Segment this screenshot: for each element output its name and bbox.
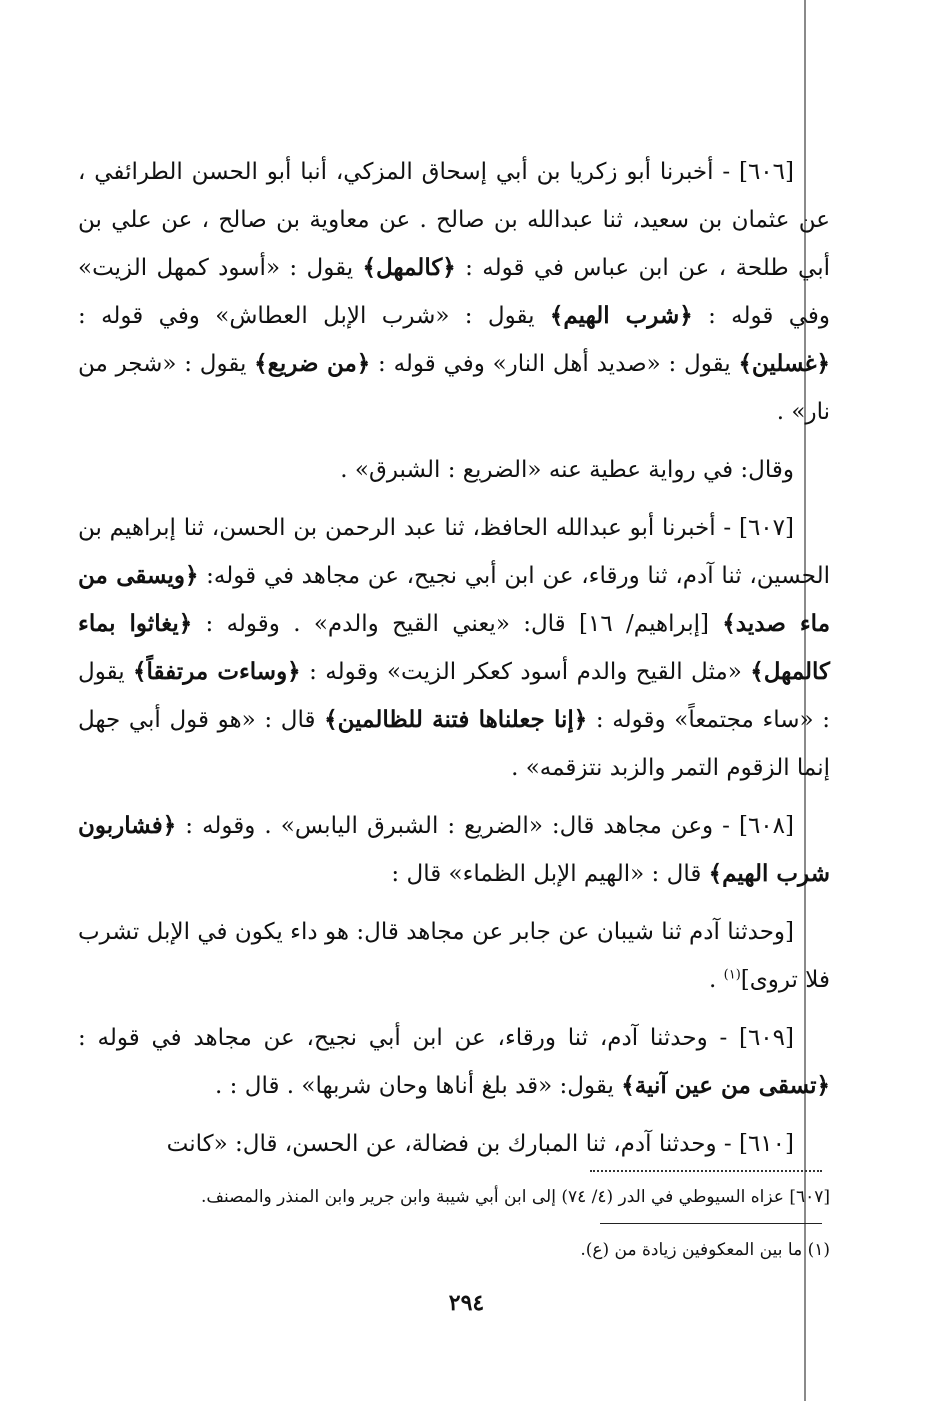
quran-quote: ﴿إنا جعلناها فتنة للظالمين﴾ xyxy=(324,706,588,733)
quran-quote: ﴿وساءت مرتفقاً﴾ xyxy=(133,658,301,685)
page-number: ٢٩٤ xyxy=(448,1290,485,1316)
text: [وحدثنا آدم ثنا شيبان عن جابر عن مجاهد قال: هو داء يكون في الإبل تشرب فلا تروى] xyxy=(78,919,830,993)
text: يقول : «أسود كمهل الزيت» وفي قوله : xyxy=(78,255,830,329)
paragraph-606 xyxy=(78,148,830,436)
footnote-marker: (١) xyxy=(723,967,741,983)
text: . xyxy=(709,967,724,993)
quran-quote: ﴿فشاربون شرب الهيم﴾ xyxy=(78,812,830,887)
paragraph-608-addition xyxy=(78,908,830,1004)
quran-quote: ﴿من ضريع﴾ xyxy=(254,350,371,377)
quran-quote: ﴿ويسقى من ماء صديد﴾ xyxy=(78,562,831,637)
text: [٦٠٦] - أخبرنا أبو زكريا بن أبي إسحاق المزكي، أنبا أبو الحسن الطرائفي ، عن عثمان بن سعيد، ثنا عبدالله بن صالح . عن معاوية بن صالح ، عن علي بن أبي طلحة ، عن ابن عباس في قوله : xyxy=(78,159,830,281)
text: قال : «الهيم الإبل الظماء» قال : xyxy=(391,861,709,887)
text: يقول : «شرب الإبل العطاش» وفي قوله : xyxy=(78,303,550,329)
text: يقول : «شجر من نار» . xyxy=(78,351,830,425)
paragraph-606-note: وقال: في رواية عطية عنه «الضريع : الشبرق» . xyxy=(340,457,794,483)
paragraph-609 xyxy=(78,1014,830,1110)
footnote-607: [٦٠٧] عزاه السيوطي في الدر (٤/ ٧٤) إلى ابن أبي شيبة وابن جرير وابن المنذر والمصنف. xyxy=(200,1187,830,1207)
text: [إبراهيم/ ١٦] قال: «يعني القيح والدم» . وقوله : xyxy=(192,611,723,637)
footnote-1: (١) ما بين المعكوفين زيادة من (ع). xyxy=(580,1240,830,1260)
paragraph-608 xyxy=(78,802,830,898)
paragraph-607 xyxy=(78,504,830,792)
text: قال : «هو قول أبي جهل إنما الزقوم التمر والزبد نتزقمه» . xyxy=(78,707,830,781)
quran-quote: ﴿كالمهل﴾ xyxy=(362,254,456,281)
footnote-rule xyxy=(600,1223,822,1224)
paragraph-610: [٦١٠] - وحدثنا آدم، ثنا المبارك بن فضالة، عن الحسن، قال: «كانت xyxy=(166,1131,794,1157)
quran-quote: ﴿شرب الهيم﴾ xyxy=(549,302,693,329)
quran-quote: ﴿يغاثوا بماء كالمهل﴾ xyxy=(78,610,830,685)
quran-quote: ﴿تسقى من عين آنية﴾ xyxy=(621,1072,830,1099)
text: [٦٠٨] - وعن مجاهد قال: «الضريع : الشبرق اليابس» . وقوله : xyxy=(176,813,794,839)
text: [٦٠٧] - أخبرنا أبو عبدالله الحافظ، ثنا عبد الرحمن بن الحسن، ثنا إبراهيم بن الحسين، ثنا آدم، ثنا ورقاء، عن ابن أبي نجيح، عن مجاهد في قوله: xyxy=(78,515,830,589)
text: يقول : «صديد أهل النار» وفي قوله : xyxy=(370,351,739,377)
footnote-separator xyxy=(590,1170,822,1172)
text: [٦٠٩] - وحدثنا آدم، ثنا ورقاء، عن ابن أبي نجيح، عن مجاهد في قوله : xyxy=(78,1025,794,1051)
text: يقول: «قد بلغ أناها وحان شربها» . قال : . xyxy=(215,1073,622,1099)
page-body xyxy=(78,148,830,1178)
quran-quote: ﴿غسلين﴾ xyxy=(738,350,830,377)
text: «مثل القيح والدم أسود كعكر الزيت» وقوله : xyxy=(300,659,751,685)
text: يقول : «ساء مجتمعاً» وقوله : xyxy=(78,659,830,733)
